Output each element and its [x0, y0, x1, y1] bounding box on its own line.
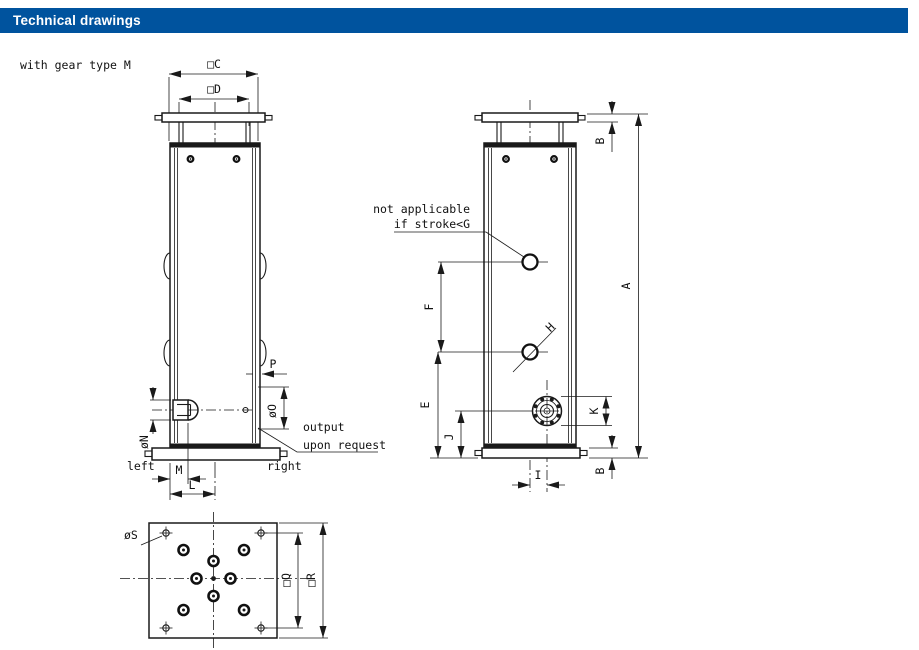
dim-label-A: A: [619, 282, 633, 290]
dim-label-C: □C: [207, 57, 221, 71]
section-title: Technical drawings: [13, 13, 141, 28]
stroke-note-line1: not applicable: [373, 202, 470, 216]
dim-label-D: □D: [207, 82, 221, 96]
dim-label-N: øN: [137, 435, 151, 449]
dim-label-J: J: [442, 433, 456, 441]
dim-label-F: F: [422, 303, 436, 311]
stroke-note-line2: if stroke<G: [393, 217, 470, 231]
dim-label-R: □R: [304, 573, 318, 587]
dim-label-O: øO: [265, 404, 279, 418]
dim-label-H: H: [542, 319, 558, 335]
front-view: [127, 57, 386, 500]
dim-label-M: M: [175, 463, 183, 477]
dim-label-I: I: [534, 468, 542, 482]
dim-label-P: P: [269, 357, 277, 371]
output-note-line2: upon request: [303, 438, 387, 452]
output-note-line1: output: [303, 420, 345, 434]
gear-type-label: with gear type M: [20, 58, 131, 72]
side-view: [373, 100, 648, 492]
bottom-view: [120, 512, 328, 649]
dim-label-B-top: B: [593, 137, 607, 145]
dim-label-K: K: [587, 407, 601, 415]
label-left: left: [127, 459, 155, 473]
label-right: right: [267, 459, 302, 473]
dim-label-E: E: [418, 401, 432, 409]
dim-label-L: L: [188, 478, 196, 492]
dim-label-Q: □Q: [279, 573, 293, 587]
dim-label-B-bottom: B: [593, 467, 607, 475]
dim-label-S: øS: [124, 528, 138, 542]
